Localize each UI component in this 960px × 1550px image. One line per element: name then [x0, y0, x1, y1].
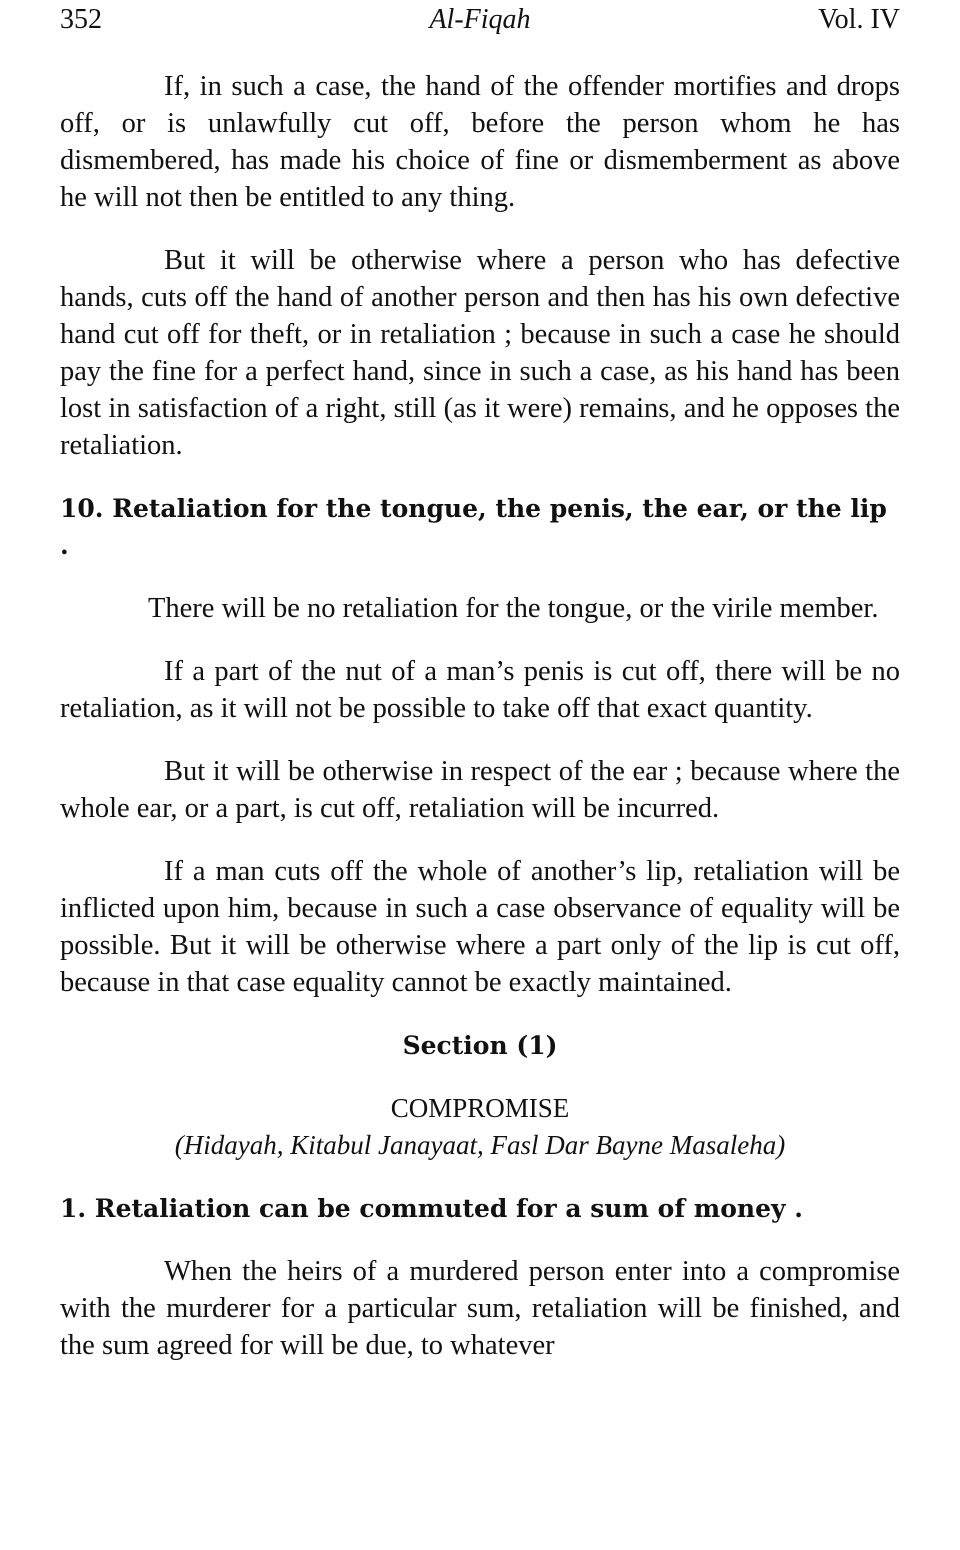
paragraph: If, in such a case, the hand of the offender mortifies and drops off, or is unlawfully cut off, before the person whom he has dismembered, has made his choice of fine or dismemberment as above he will not then be entitled to any thing. — [60, 71, 900, 213]
section-heading-10: 10. Retaliation for the tongue, the penis, the ear, or the lip . — [60, 494, 887, 560]
volume-label: Vol. IV — [818, 4, 900, 35]
section-title: COMPROMISE — [390, 1093, 570, 1123]
paragraph: If a part of the nut of a man’s penis is cut off, there will be no retaliation, as it will not be possible to take off that exact quantity. — [60, 656, 900, 724]
paragraph: If a man cuts off the whole of another’s lip, retaliation will be inflicted upon him, because in such a case observance of equality will be possible. But it will be otherwise where a part only of the lip is cut off, because in that case equality cannot be exactly maintained. — [60, 856, 900, 998]
paragraph: There will be no retaliation for the tongue, or the virile member. — [148, 593, 879, 624]
running-header — [60, 0, 900, 46]
paragraph: But it will be otherwise in respect of the ear ; because where the whole ear, or a part, is cut off, retaliation will be incurred. — [60, 756, 900, 824]
section-label: Section (1) — [402, 1031, 558, 1060]
section-heading-1: 1. Retaliation can be commuted for a sum of money . — [60, 1194, 803, 1223]
book-page — [60, 0, 900, 1364]
paragraph: But it will be otherwise where a person who has defective hands, cuts off the hand of another person and then has his own defective hand cut off for theft, or in retaliation ; because in such a case he should pay the fine for a perfect hand, since in such a case, as his hand has been lost in satisfaction of a right, still (as it were) remains, and he opposes the retaliation. — [60, 245, 900, 461]
section-source: (Hidayah, Kitabul Janayaat, Fasl Dar Bayne Masaleha) — [174, 1130, 786, 1160]
book-title: Al-Fiqah — [429, 4, 531, 35]
paragraph: When the heirs of a murdered person enter into a compromise with the murderer for a particular sum, retaliation will be finished, and the sum agreed for will be due, to whatever — [60, 1256, 900, 1361]
page-number: 352 — [60, 4, 102, 35]
